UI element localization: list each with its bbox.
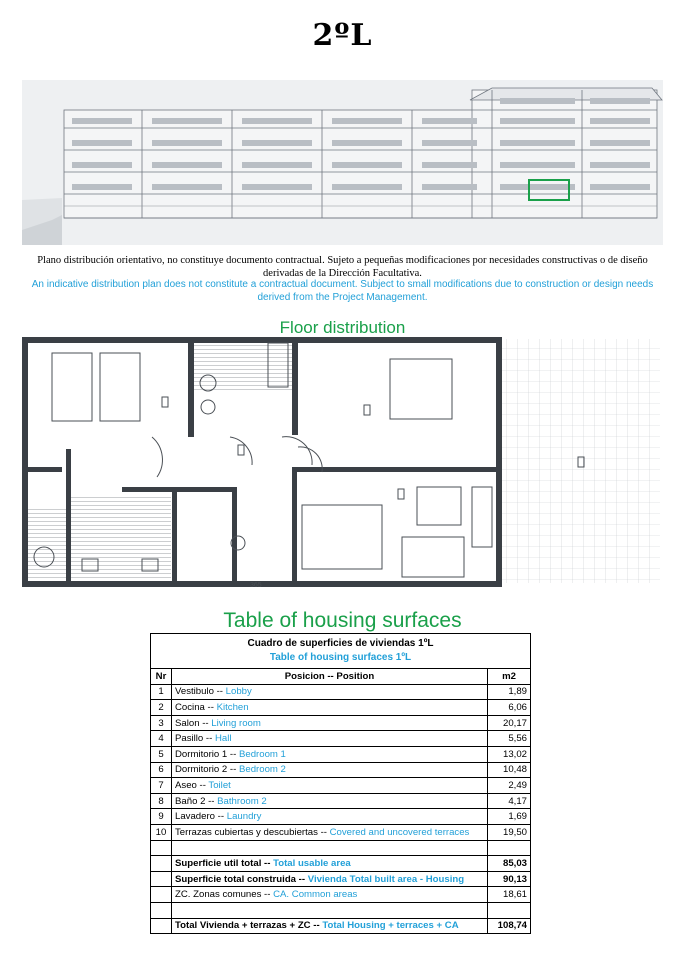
row-position — [172, 731, 488, 747]
position-english: Living room — [211, 717, 261, 729]
floor-distribution-heading: Floor distribution — [279, 318, 406, 337]
row-area: 19,50 — [488, 824, 531, 840]
row-number: 8 — [151, 793, 172, 809]
summary-value: 18,61 — [488, 887, 531, 903]
row-area: 4,17 — [488, 793, 531, 809]
header-nr: Nr — [151, 669, 172, 685]
summary-spanish: Total Vivienda + terrazas + ZC -- — [175, 920, 323, 932]
row-number: 6 — [151, 762, 172, 778]
page-title: 2ºL — [312, 18, 373, 53]
summary-english: Total usable area — [273, 857, 351, 869]
position-english: Bedroom 1 — [238, 748, 286, 760]
row-number: 5 — [151, 746, 172, 762]
table-row — [151, 684, 531, 700]
header-position: Posicion -- Position — [172, 669, 488, 685]
position-english: Kitchen — [216, 701, 249, 713]
summary-value: 85,03 — [488, 856, 531, 872]
row-position — [172, 793, 488, 809]
disclaimer-english: An indicative distribution plan does not constitute a contractual document. Subject to small modifications due to construction or design needs derived from the Project Management. — [31, 279, 654, 303]
summary-row-built — [151, 871, 531, 887]
table-caption-english: Table of housing surfaces 1ºL — [269, 652, 412, 663]
position-spanish: Dormitorio 2 -- — [175, 764, 239, 776]
row-number: 4 — [151, 731, 172, 747]
summary-row-common — [151, 887, 531, 903]
row-area: 10,48 — [488, 762, 531, 778]
position-english: Covered and uncovered terraces — [329, 826, 470, 838]
table-row — [151, 700, 531, 716]
floor-plan-drawing — [22, 337, 663, 587]
summary-spanish: Superficie total construida -- — [175, 873, 308, 885]
row-area: 1,89 — [488, 684, 531, 700]
row-position — [172, 715, 488, 731]
table-caption — [150, 633, 531, 668]
position-spanish: Dormitorio 1 -- — [175, 748, 239, 760]
row-area: 13,02 — [488, 746, 531, 762]
summary-label — [172, 856, 488, 872]
row-number: 1 — [151, 684, 172, 700]
row-area: 1,69 — [488, 809, 531, 825]
table-row — [151, 793, 531, 809]
summary-label — [172, 887, 488, 903]
row-position — [172, 824, 488, 840]
summary-english: CA. Common areas — [273, 889, 358, 901]
summary-label — [172, 871, 488, 887]
row-number: 9 — [151, 809, 172, 825]
row-number: 7 — [151, 778, 172, 794]
row-area: 6,06 — [488, 700, 531, 716]
row-area: 20,17 — [488, 715, 531, 731]
disclaimer-spanish: Plano distribución orientativo, no constituye documento contractual. Sujeto a pequeñas modificaciones por necesidades constructivas o de diseño derivadas de la Dirección Facultativa. — [37, 255, 648, 279]
position-english: Lobby — [225, 686, 252, 698]
surfaces-table — [150, 633, 531, 934]
summary-spanish: ZC. Zonas comunes -- — [175, 889, 274, 901]
row-number: 10 — [151, 824, 172, 840]
summary-english: Total Housing + terraces + CA — [322, 920, 459, 932]
position-spanish: Lavadero -- — [175, 811, 227, 823]
position-spanish: Cocina -- — [175, 701, 217, 713]
position-spanish: Aseo -- — [175, 779, 209, 791]
row-position — [172, 746, 488, 762]
row-position — [172, 778, 488, 794]
table-row — [151, 809, 531, 825]
row-area: 5,56 — [488, 731, 531, 747]
summary-value: 108,74 — [488, 918, 531, 934]
position-spanish: Terrazas cubiertas y descubiertas -- — [175, 826, 330, 838]
position-english: Bedroom 2 — [238, 764, 286, 776]
blank-row — [151, 840, 531, 856]
summary-label — [172, 918, 488, 934]
position-english: Bathroom 2 — [217, 795, 267, 807]
plan-dimension-label: 365 — [250, 582, 262, 587]
blank-row — [151, 902, 531, 918]
position-spanish: Baño 2 -- — [175, 795, 218, 807]
header-unit: m2 — [488, 669, 531, 685]
building-elevation-drawing — [22, 80, 663, 245]
position-spanish: Vestibulo -- — [175, 686, 226, 698]
summary-row-usable — [151, 856, 531, 872]
row-position — [172, 700, 488, 716]
table-row — [151, 762, 531, 778]
table-row — [151, 715, 531, 731]
table-row — [151, 746, 531, 762]
position-english: Toilet — [208, 779, 231, 791]
summary-spanish: Superficie util total -- — [175, 857, 274, 869]
table-row — [151, 824, 531, 840]
summary-english: Vivienda Total built area - Housing — [307, 873, 465, 885]
table-heading: Table of housing surfaces — [223, 609, 462, 632]
table-header-row — [151, 669, 531, 685]
row-position — [172, 809, 488, 825]
row-number: 3 — [151, 715, 172, 731]
table-row — [151, 778, 531, 794]
row-position — [172, 684, 488, 700]
row-area: 2,49 — [488, 778, 531, 794]
position-english: Hall — [214, 733, 232, 745]
position-spanish: Pasillo -- — [175, 733, 215, 745]
row-position — [172, 762, 488, 778]
table-row — [151, 731, 531, 747]
summary-value: 90,13 — [488, 871, 531, 887]
table-caption-spanish: Cuadro de superficies de viviendas 1ºL — [247, 638, 434, 649]
position-english: Laundry — [226, 811, 262, 823]
position-spanish: Salon -- — [175, 717, 212, 729]
row-number: 2 — [151, 700, 172, 716]
summary-row-total — [151, 918, 531, 934]
